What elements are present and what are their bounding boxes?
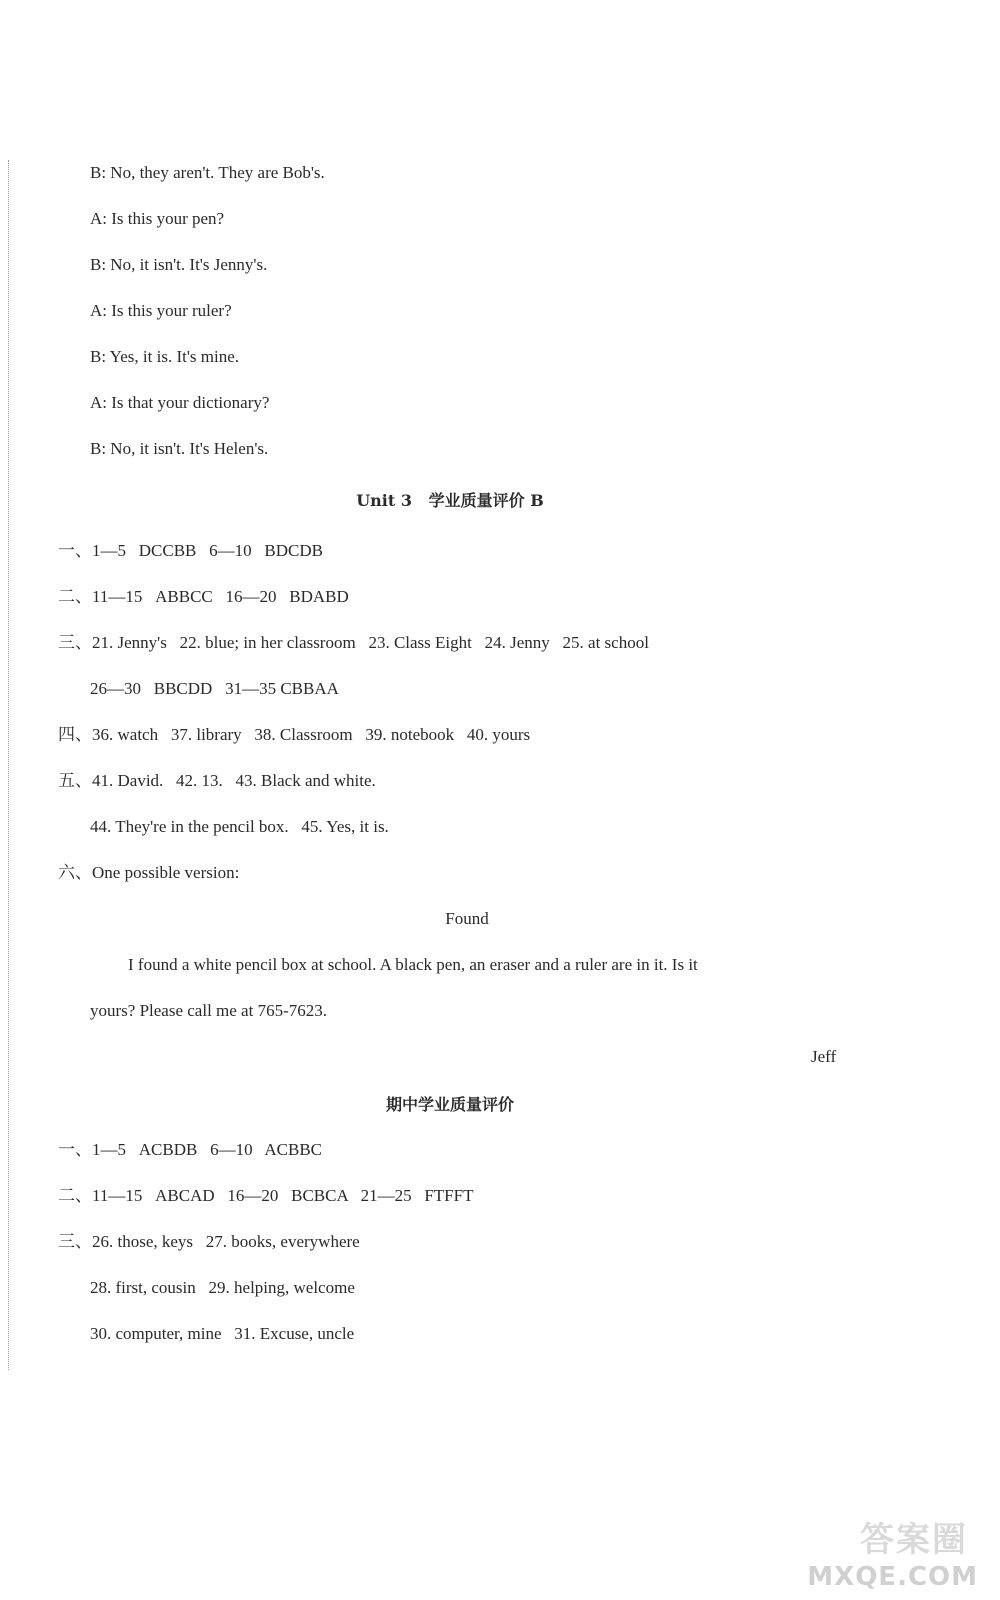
- watermark-logo: [798, 1512, 978, 1592]
- dialogue-line: A: Is this your ruler?: [90, 301, 232, 320]
- answer-line: 26—30 BBCDD 31—35 CBBAA: [90, 679, 339, 698]
- dialogue-line: B: No, it isn't. It's Helen's.: [90, 439, 269, 458]
- essay-title: Found: [445, 909, 489, 928]
- answer-line: 30. computer, mine 31. Excuse, uncle: [90, 1324, 355, 1343]
- answer-line: 28. first, cousin 29. helping, welcome: [90, 1278, 355, 1297]
- essay-signature: Jeff: [811, 1047, 837, 1066]
- answer-line: 五、41. David. 42. 13. 43. Black and white.: [58, 771, 376, 790]
- answer-line: 一、1—5 DCCBB 6—10 BDCDB: [58, 541, 323, 560]
- unit3-heading: Unit 3 学业质量评价 B: [356, 491, 544, 510]
- answer-line: 三、21. Jenny's 22. blue; in her classroom 23. Class Eight 24. Jenny 25. at school: [58, 633, 649, 652]
- dialogue-line: A: Is this your pen?: [90, 209, 225, 228]
- dialogue-line: B: No, they aren't. They are Bob's.: [90, 163, 325, 182]
- answer-line: 四、36. watch 37. library 38. Classroom 39. notebook 40. yours: [58, 725, 531, 744]
- watermark-bottom-text: MXQE.COM: [807, 1562, 978, 1592]
- answer-line: 一、1—5 ACBDB 6—10 ACBBC: [58, 1140, 323, 1159]
- watermark-top-text: 答案圈: [860, 1520, 968, 1560]
- answer-line: 二、11—15 ABBCC 16—20 BDABD: [58, 587, 349, 606]
- answer-line: 44. They're in the pencil box. 45. Yes, it is.: [90, 817, 389, 836]
- dialogue-line: A: Is that your dictionary?: [90, 393, 270, 412]
- midterm-heading: 期中学业质量评价: [385, 1095, 514, 1114]
- answer-line: 二、11—15 ABCAD 16—20 BCBCA 21—25 FTFFT: [58, 1186, 474, 1205]
- essay-line: I found a white pencil box at school. A black pen, an eraser and a ruler are in it. Is it: [128, 955, 698, 974]
- essay-line: yours? Please call me at 765-7623.: [90, 1001, 327, 1020]
- dialogue-line: B: No, it isn't. It's Jenny's.: [90, 255, 268, 274]
- answer-line: 三、26. those, keys 27. books, everywhere: [58, 1232, 360, 1251]
- answer-line: 六、One possible version:: [58, 863, 240, 882]
- dialogue-line: B: Yes, it is. It's mine.: [90, 347, 240, 366]
- binding-margin-line: [8, 160, 9, 1370]
